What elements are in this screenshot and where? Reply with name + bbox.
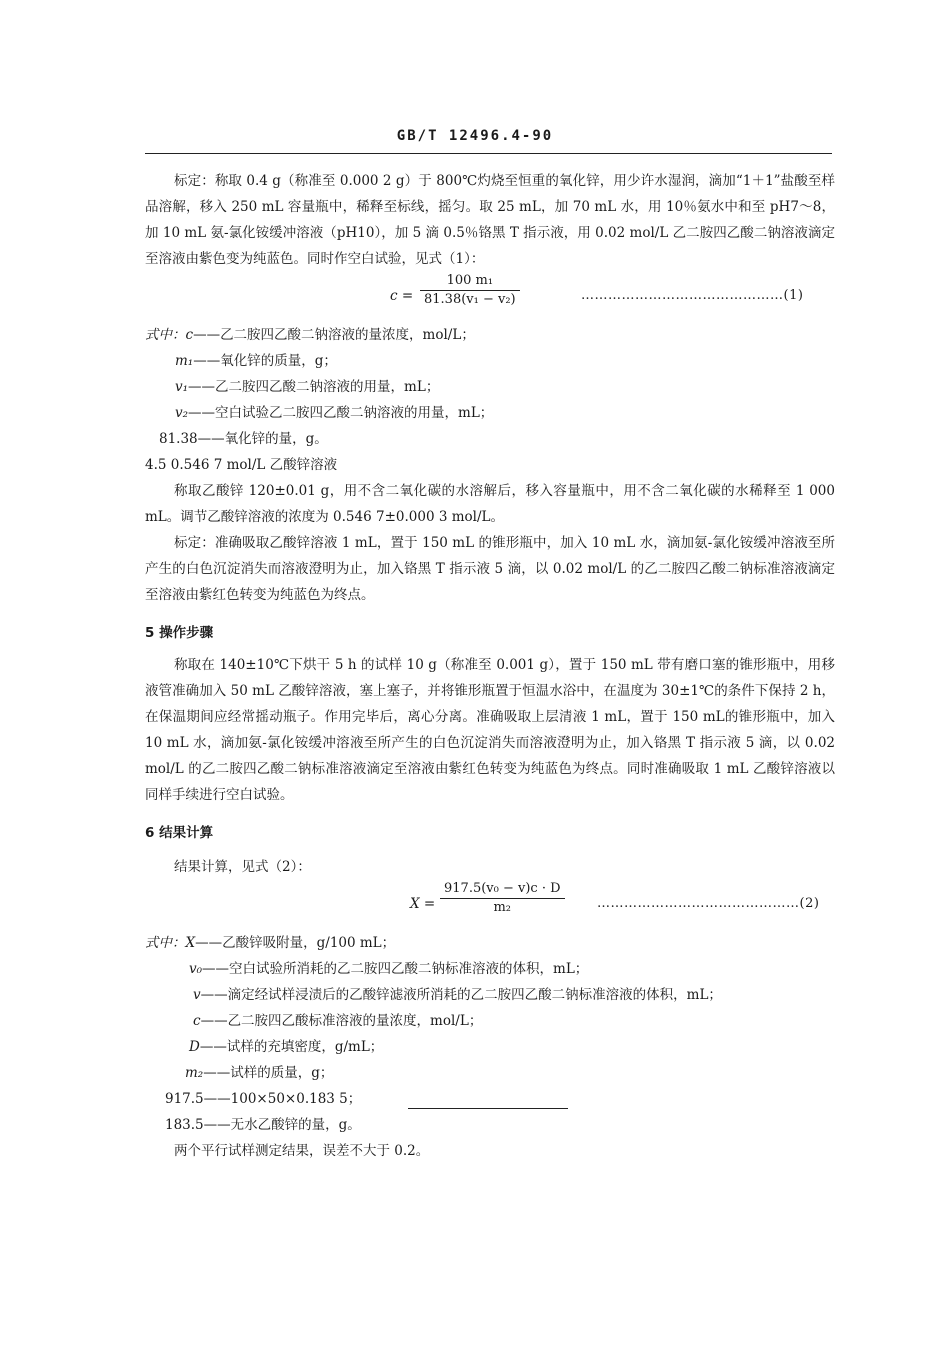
section-4-5-heading: 4.5 0.546 7 mol/L 乙酸锌溶液 [145, 457, 338, 473]
definition-symbol: 式中：c [145, 327, 194, 343]
definition-text: ——氧化锌的量，g。 [197, 431, 328, 447]
definition-symbol: D [189, 1039, 200, 1055]
paragraph-zinc-acetate-calibration: 标定：准确吸取乙酸锌溶液 1 mL，置于 150 mL 的锥形瓶中，加入 10 mL 水，滴加氨-氯化铵缓冲溶液至所产生的白色沉淀消失而溶液澄明为止，加入铬黑 T 指示液 5 滴，以 0.02 mol/L 的乙二胺四乙酸二钠标准溶液滴定至溶液由紫红色转变为纯蓝色为终点。 [145, 535, 835, 603]
definition-text: ——空白试验所消耗的乙二胺四乙酸二钠标准溶液的体积，mL； [202, 961, 589, 977]
definition-symbol: 81.38 [159, 431, 198, 447]
definition-text: ——乙酸锌吸附量，g/100 mL； [195, 935, 396, 951]
formula-2-dots: ……………………………………… [597, 896, 800, 911]
formula-1-numerator: 100 m₁ [420, 272, 520, 291]
formula-2-numerator: 917.5(v₀ − v)c · D [440, 880, 565, 899]
paragraph-calibration-zinc-oxide: 标定：称取 0.4 g（称准至 0.000 2 g）于 800℃灼烧至恒重的氧化锌，用少许水湿润，滴加“1＋1”盐酸至样品溶解，移入 250 mL 容量瓶中，稀释至标线，摇匀。取 25 mL，加 70 mL 水，用 10％氨水中和至 pH7～8，加 10 mL 氨-氯化铵缓冲溶液（pH10），加 5 滴 0.5％铬黑 T 指示液，用 0.02 mol/L 乙二胺四乙酸二钠溶液滴定至溶液由紫色变为纯蓝色。同时作空白试验，见式（1）： [145, 173, 835, 267]
formula-2-number: (2) [799, 896, 820, 911]
formula-1-dots: ……………………………………… [581, 288, 784, 303]
definition-item [145, 930, 835, 956]
formula-2-fraction [440, 880, 565, 917]
header-rule [145, 153, 832, 154]
definition-item [145, 956, 835, 982]
section-6-heading: 6 结果计算 [145, 825, 214, 841]
page-header: GB/T 12496.4-90 [396, 128, 554, 144]
paragraph-closing: 两个平行试样测定结果，误差不大于 0.2。 [174, 1143, 430, 1159]
definition-symbol: m₂ [185, 1065, 204, 1081]
formula-1-fraction [420, 272, 520, 309]
definition-symbol: v [193, 987, 201, 1003]
definition-item [145, 1008, 835, 1034]
definition-symbol: 917.5 [165, 1091, 204, 1107]
definition-item [145, 1034, 835, 1060]
formula-2 [145, 880, 835, 930]
definition-item [145, 426, 835, 452]
definition-text: ——乙二胺四乙酸二钠溶液的量浓度，mol/L； [193, 327, 475, 343]
definition-text: ——乙二胺四乙酸标准溶液的量浓度，mol/L； [200, 1013, 483, 1029]
definition-item [145, 1112, 835, 1138]
definition-text: ——无水乙酸锌的量，g。 [203, 1117, 361, 1133]
definition-item [145, 374, 835, 400]
definition-symbol: 式中：X [145, 935, 196, 951]
section-5-heading: 5 操作步骤 [145, 625, 214, 641]
paragraph-procedure: 称取在 140±10℃下烘干 5 h 的试样 10 g（称准至 0.001 g），置于 150 mL 带有磨口塞的锥形瓶中，用移液管准确加入 50 mL 乙酸锌溶液，塞上塞子，并将锥形瓶置于恒温水浴中，在温度为 30±1℃的条件下保持 2 h，在保温期间应经常摇动瓶子。作用完毕后，离心分离。准确吸取上层清液 1 mL，置于 150 mL的锥形瓶中，加入 10 mL 水，滴加氨-氯化铵缓冲溶液至所产生的白色沉淀消失而溶液澄明为止，加入铬黑 T 指示液 5 滴，以 0.02 mol/L 的乙二胺四乙酸二钠标准溶液滴定至溶液由紫红色转变为纯蓝色为终点。同时准确吸取 1 mL 乙酸锌溶液以同样手续进行空白试验。 [145, 657, 835, 803]
definition-symbol: c [193, 1013, 201, 1029]
definition-symbol: 183.5 [165, 1117, 204, 1133]
definition-item [145, 982, 835, 1008]
formula-1-number: (1) [783, 288, 804, 303]
definition-item [145, 322, 835, 348]
definition-text: ——试样的充填密度，g/mL； [199, 1039, 384, 1055]
definition-text: ——氧化锌的质量，g； [193, 353, 337, 369]
formula-1 [145, 272, 835, 322]
definition-symbol: v₀ [189, 961, 203, 977]
definition-symbol: v₂ [175, 405, 189, 421]
definition-text: ——空白试验乙二胺四乙酸二钠溶液的用量，mL； [188, 405, 494, 421]
definition-item [145, 348, 835, 374]
definition-item [145, 400, 835, 426]
definition-symbol: v₁ [175, 379, 189, 395]
paragraph-result-intro: 结果计算，见式（2）： [174, 859, 311, 875]
definitions-1 [145, 322, 835, 452]
formula-1-leader [581, 283, 803, 309]
end-rule [408, 1108, 568, 1109]
formula-2-denominator: m₂ [493, 900, 512, 915]
formula-2-leader [597, 891, 819, 917]
definition-text: ——试样的质量，g； [203, 1065, 334, 1081]
paragraph-zinc-acetate-prep: 称取乙酸锌 120±0.01 g，用不含二氧化碳的水溶解后，移入容量瓶中，用不含二氧化碳的水稀释至 1 000 mL。调节乙酸锌溶液的浓度为 0.546 7±0.000 3 mol/L。 [145, 483, 835, 525]
definition-text: ——乙二胺四乙酸二钠溶液的用量，mL； [188, 379, 440, 395]
definition-text: ——100×50×0.183 5； [203, 1091, 362, 1107]
definition-item [145, 1060, 835, 1086]
definitions-2 [145, 930, 835, 1138]
formula-1-denominator: 81.38(v₁ − v₂) [424, 292, 516, 307]
formula-2-lhs: X = [410, 896, 436, 912]
definition-text: ——滴定经试样浸渍后的乙酸锌滤液所消耗的乙二胺四乙酸二钠标准溶液的体积，mL； [200, 987, 722, 1003]
definition-symbol: m₁ [175, 353, 194, 369]
document-body [145, 168, 835, 1164]
formula-1-lhs: c = [390, 288, 414, 304]
